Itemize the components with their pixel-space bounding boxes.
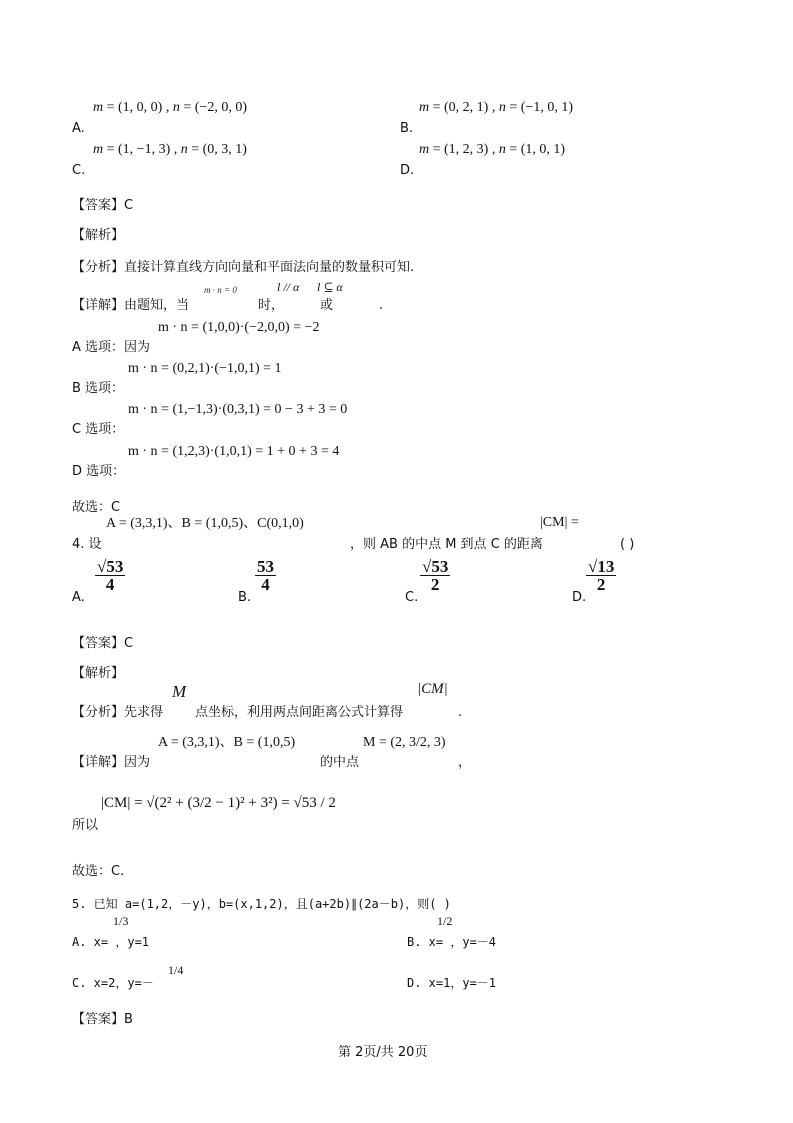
cond-small: m · n = 0 bbox=[204, 285, 237, 295]
q4-xiangjie-end: ， bbox=[458, 755, 472, 770]
q4-xiangjie-m: M = (2, 3/2, 3) bbox=[363, 735, 446, 750]
q4-option-d-letter: D. bbox=[572, 590, 587, 605]
q4-cm: |CM| = bbox=[540, 515, 579, 530]
option-c-letter: C. bbox=[72, 163, 86, 178]
option-d-expr: m = (1, 2, 3) , n = (1, 0, 1) bbox=[419, 142, 566, 157]
q4-suoyi: 所以 bbox=[72, 818, 99, 833]
q4-stem-mid: ，则 AB 的中点 M 到点 C 的距离 bbox=[350, 537, 543, 552]
q3-answer: 【答案】C bbox=[72, 198, 134, 213]
calc-d: m · n = (1,2,3)·(1,0,1) = 1 + 0 + 3 = 4 bbox=[128, 444, 340, 459]
cond-parallel: l // α bbox=[277, 280, 300, 294]
q4-stem-prefix: 4. 设 bbox=[72, 537, 102, 552]
q4-suoyi-expr: |CM| = √(2² + (3/2 − 1)² + 3²) = √53 / 2 bbox=[101, 795, 336, 811]
q5-b-frac: 1/2 bbox=[437, 914, 453, 928]
q4-option-c-letter: C. bbox=[405, 590, 419, 605]
q3-xiangjie-or: 或 bbox=[320, 298, 334, 313]
q4-fenxi-end: . bbox=[458, 705, 463, 720]
calc-a: m · n = (1,0,0)·(−2,0,0) = −2 bbox=[158, 320, 320, 335]
q4-option-b-letter: B. bbox=[238, 590, 252, 605]
q3-jiexi: 【解析】 bbox=[72, 228, 125, 243]
option-b-letter: B. bbox=[400, 121, 414, 136]
option-d-letter: D. bbox=[400, 163, 415, 178]
option-b-expr: m = (0, 2, 1) , n = (−1, 0, 1) bbox=[419, 100, 573, 115]
q4-xiangjie-prefix: 【详解】因为 bbox=[72, 755, 151, 770]
label-a: A 选项：因为 bbox=[72, 340, 151, 355]
q3-xiangjie-prefix: 【详解】由题知，当 bbox=[72, 298, 190, 313]
q4-fenxi-prefix: 【分析】先求得 bbox=[72, 705, 164, 720]
calc-c: m · n = (1,−1,3)·(0,3,1) = 0 − 3 + 3 = 0 bbox=[128, 402, 348, 417]
q5-option-c: C. x=2，y=－ bbox=[72, 976, 154, 990]
q3-choose: 故选：C bbox=[72, 500, 121, 515]
q4-answer: 【答案】C bbox=[72, 636, 134, 651]
q3-xiangjie-end: . bbox=[379, 298, 384, 313]
label-d: D 选项： bbox=[72, 464, 126, 479]
option-a-expr: m = (1, 0, 0) , n = (−2, 0, 0) bbox=[93, 100, 247, 115]
page-footer: 第 2页/共 20页 bbox=[338, 1045, 428, 1060]
q4-fenxi-m: M bbox=[172, 682, 187, 701]
option-c-expr: m = (1, −1, 3) , n = (0, 3, 1) bbox=[93, 142, 247, 157]
q5-option-d: D. x=1，y=－1 bbox=[407, 976, 497, 990]
q4-choose: 故选：C. bbox=[72, 864, 125, 879]
q4-option-a-letter: A. bbox=[72, 590, 85, 605]
label-c: C 选项： bbox=[72, 422, 125, 437]
calc-b: m · n = (0,2,1)·(−1,0,1) = 1 bbox=[128, 361, 282, 376]
q5-option-a: A. x= ，y=1 bbox=[72, 935, 150, 949]
q3-xiangjie-when: 时， bbox=[258, 298, 285, 313]
q5-c-frac: 1/4 bbox=[168, 963, 184, 977]
q4-option-d-value: $\frac{√13}{2}$ bbox=[588, 557, 615, 594]
option-a-letter: A. bbox=[72, 121, 85, 136]
q4-points: A = (3,3,1)、B = (1,0,5)、C(0,1,0) bbox=[106, 516, 304, 531]
q5-answer: 【答案】B bbox=[72, 1012, 133, 1027]
q4-option-c-value: $\frac{√53}{2}$ bbox=[422, 557, 449, 594]
q5-stem: 5. 已知 a=(1,2，－y)，b=(x,1,2)，且(a+2b)∥(2a－b)，则( ) bbox=[72, 897, 451, 911]
q4-jiexi: 【解析】 bbox=[72, 666, 125, 681]
q4-option-b-value: $\frac{53}{4}$ bbox=[257, 557, 274, 594]
q5-a-frac: 1/3 bbox=[113, 914, 129, 928]
q4-fenxi-cm: |CM| bbox=[417, 681, 448, 697]
cond-subset: l ⊆ α bbox=[317, 280, 343, 294]
q4-stem-paren: ( ) bbox=[620, 537, 635, 552]
q4-xiangjie-points: A = (3,3,1)、B = (1,0,5) bbox=[158, 735, 296, 750]
q5-option-b: B. x= ，y=－4 bbox=[407, 935, 497, 949]
label-b: B 选项： bbox=[72, 381, 125, 396]
q3-fenxi: 【分析】直接计算直线方向向量和平面法向量的数量积可知. bbox=[72, 260, 415, 275]
q4-option-a-value: $\frac{√53}{4}$ bbox=[97, 557, 124, 594]
q4-fenxi-mid: 点坐标，利用两点间距离公式计算得 bbox=[195, 705, 404, 720]
q4-xiangjie-mid: 的中点 bbox=[320, 755, 360, 770]
